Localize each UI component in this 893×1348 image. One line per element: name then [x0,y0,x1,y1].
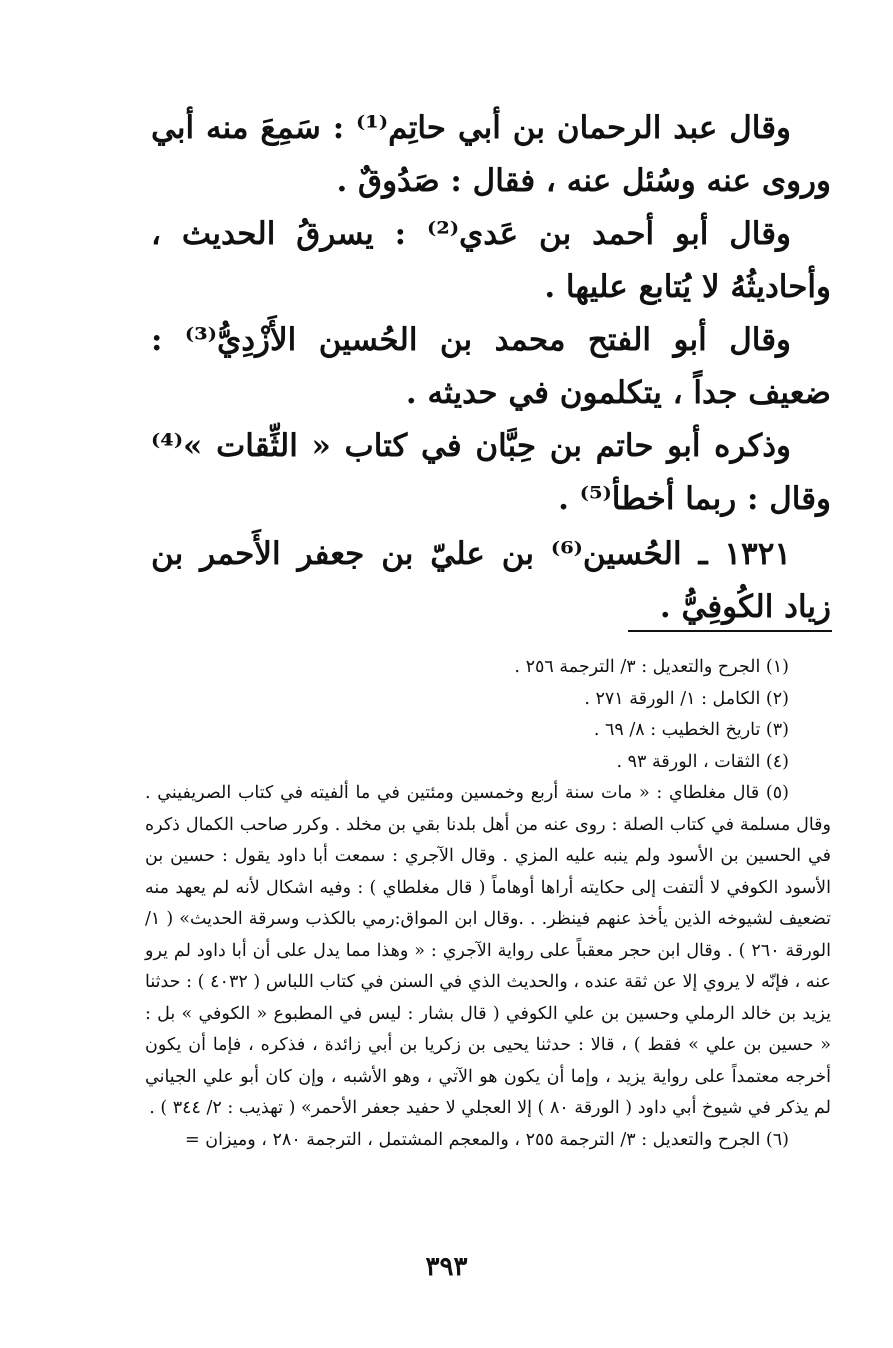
footnote-5: (٥) قال مغلطاي : « مات سنة أربع وخمسين ومئتين في ما ألفيته في كتاب الصريفيني . وقال مسلمة في كتاب الصلة : روى عنه من أهل بلدنا بقي بن مخلد . وكرر صاحب الكمال ذكره في الحسين بن الأسود ولم ينبه عليه المزي . وقال الآجري : سمعت أبا داود يقول : حسين بن الأسود الكوفي لا ألتفت إلى حكايته أراها أوهاماً ( قال مغلطاي ) : وفيه اشكال لأنه لم يعهد منه تضعيف لشيوخه الذين يأخذ عنهم فينظر. . .وقال ابن المواق:رمي بالكذب وسرقة الحديث» ( ١/ الورقة ٢٦٠ ) . وقال ابن حجر معقباً على رواية الآجري : « وهذا مما يدل على أن أبا داود لم يرو عنه ، فإنّه لا يروي إلا عن ثقة عنده ، والحديث الذي في السنن في كتاب اللباس ( ٤٠٣٢ ) : حدثنا يزيد بن خالد الرملي وحسين بن علي الكوفي ( قال بشار : ليس في المطبوع « الكوفي » بل : « حسين بن علي » فقط ) ، قالا : حدثنا يحيى بن زكريا بن أبي زائدة ، فذكره ، فإما أن يكون أخرجه معتمداً على رواية يزيد ، وإما أن يكون هو الآتي ، وهو الأشبه ، وإن كان أبو علي الجياني لم يذكر في شيوخ أبي داود ( الورقة ٨٠ ) إلا العجلي لا حفيد جعفر الأحمر» ( تهذيب : ٢/ ٣٤٤ ) . [145,783,831,1118]
paragraph-ibn-hibban: وذكره أبو حاتم بن حِبَّان في كتاب « الثِّقات »⁽⁴⁾ وقال : ربما أخطأ⁽⁵⁾ . [151,428,831,517]
footnote-3: (٣) تاريخ الخطيب : ٨/ ٦٩ . [593,720,789,740]
footnote-1: (١) الجرح والتعديل : ٣/ الترجمة ٢٥٦ . [514,657,789,677]
main-text [151,102,831,634]
paragraph-ibn-abi-hatim: وقال عبد الرحمان بن أبي حاتِم⁽¹⁾ : سَمِعَ منه أبي وروى عنه وسُئل عنه ، فقال : صَدُوقٌ . [151,110,831,199]
paragraph-azdi: وقال أبو الفتح محمد بن الحُسين الأَزْدِيُّ⁽³⁾ : ضعيف جداً ، يتكلمون في حديثه . [151,322,831,411]
footnote-6: (٦) الجرح والتعديل : ٣/ الترجمة ٢٥٥ ، والمعجم المشتمل ، الترجمة ٢٨٠ ، وميزان = [185,1129,789,1150]
footnotes [145,652,831,1156]
page-number: ٣٩٣ [425,1252,468,1282]
paragraph-ibn-adi: وقال أبو أحمد بن عَدي⁽²⁾ : يسرقُ الحديث ، وأحاديثُهُ لا يُتابع عليها . [151,216,831,305]
entry-heading-1321: ١٣٢١ ـ الحُسين⁽⁶⁾ بن عليّ بن جعفر الأَحمر بن زياد الكُوفِيُّ . [151,536,831,625]
footnote-4: (٤) الثقات ، الورقة ٩٣ . [616,751,789,772]
footnote-divider [628,630,832,632]
footnote-2: (٢) الكامل : ١/ الورقة ٢٧١ . [584,688,789,709]
